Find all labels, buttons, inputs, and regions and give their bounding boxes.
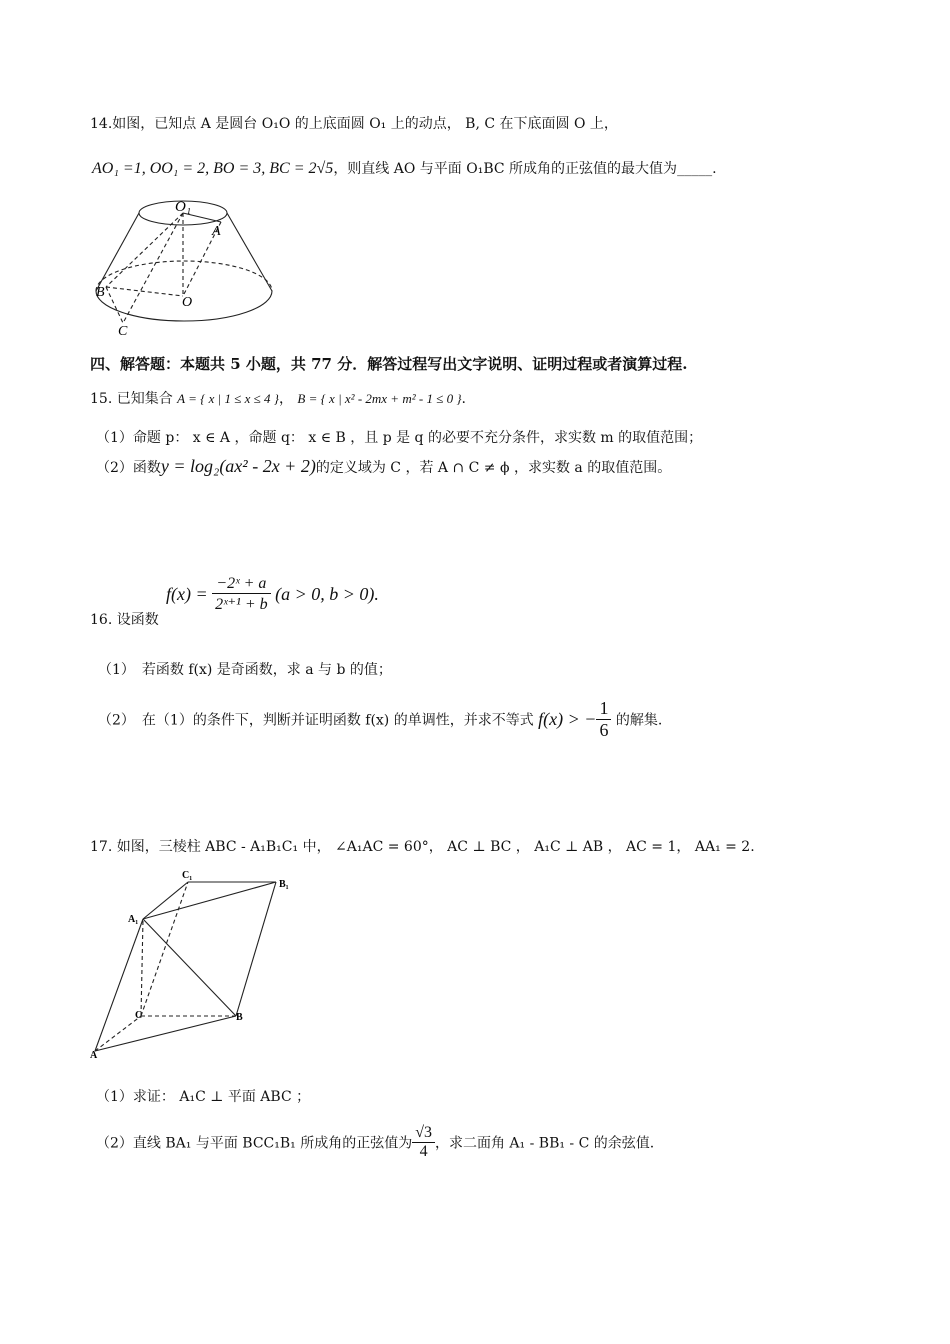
fig17-label-c1: C₁	[182, 870, 193, 881]
q14-line2	[92, 158, 717, 178]
q17-part1: （1）求证： A₁C ⊥ 平面 ABC ；	[96, 1089, 311, 1105]
bottom-circle-back	[96, 261, 272, 291]
q16-label: 16. 设函数	[90, 612, 159, 628]
fig17-label-a: A	[90, 1050, 98, 1061]
q14-question: ，则直线 AO 与平面 O₁BC 所成角的正弦值的最大值为	[333, 161, 678, 177]
q14-line1: 14.如图，已知点 A 是圆台 O₁O 的上底面圆 O₁ 上的动点， B, C 在下底面圆 O 上，	[90, 116, 618, 132]
q17-part2-rest: ，求二面角 A₁ - BB₁ - C 的余弦值.	[434, 1135, 655, 1152]
q16-ineq-fraction	[596, 698, 611, 741]
q16-fraction	[212, 575, 271, 614]
q16-function	[166, 575, 379, 614]
q16-condition: (a > 0, b > 0).	[275, 584, 379, 604]
fig17-label-c: C	[135, 1010, 143, 1021]
q15-function: y = log₂(ax² - 2x + 2)	[160, 456, 316, 476]
edge-a1-b	[143, 919, 236, 1016]
q17-line1: 17. 如图，三棱柱 ABC - A₁B₁C₁ 中， ∠A₁AC = 60°， AC ⊥ BC ， A₁C ⊥ AB ， AC = 1， AA₁ = 2.	[90, 839, 755, 855]
fig17-label-b: B	[236, 1012, 243, 1023]
q15-sep: ，	[278, 391, 293, 407]
q16-part2	[98, 698, 662, 741]
q15-part2-lead: （2）函数	[96, 460, 161, 476]
side-left	[96, 213, 139, 291]
prism-figure	[88, 866, 298, 1061]
fig17-label-a1: A₁	[128, 914, 139, 925]
fig17-label-b1: B₁	[279, 879, 289, 890]
q16-denominator: 2ˣ⁺¹ + b	[215, 596, 268, 613]
q17-part2-lead: （2）直线 BA₁ 与平面 BCC₁B₁ 所成角的正弦值为	[96, 1135, 413, 1152]
q16-f-lhs: f(x) =	[166, 584, 208, 604]
q14-given: AO₁ =1, OO₁ = 2, BO = 3, BC = 2√5	[92, 160, 334, 177]
q17-fraction	[412, 1124, 435, 1161]
q15-set-a: A = { x | 1 ≤ x ≤ 4 }	[177, 391, 279, 406]
edge-a-a1	[95, 919, 143, 1051]
q15-part1: （1）命题 p： x ∈ A ，命题 q： x ∈ B ，且 p 是 q 的必要不充分条件，求实数 m 的取值范围；	[96, 430, 703, 446]
q16-ineq-numerator: 1	[596, 698, 611, 720]
q16-inequality: f(x) > −	[538, 709, 597, 729]
q15-set-b: B = { x | x² - 2mx + m² - 1 ≤ 0 }	[297, 391, 462, 406]
q16-part1: （1） 若函数 f(x) 是奇函数，求 a 与 b 的值；	[98, 662, 392, 678]
edge-b-b1	[236, 882, 276, 1016]
q16-part2-rest: 的解集.	[615, 712, 663, 729]
q16-numerator: −2ˣ + a	[212, 575, 271, 594]
fig14-label-a: A	[212, 224, 221, 239]
side-right	[227, 213, 272, 291]
edge-a-b	[95, 1016, 236, 1051]
edge-a1-b1	[143, 882, 276, 919]
fig14-label-o1: O₁	[175, 199, 192, 215]
section4-heading: 四、解答题：本题共 5 小题，共 77 分．解答过程写出文字说明、证明过程或者演算过程.	[90, 355, 688, 373]
q15-intro: 15. 已知集合	[90, 391, 173, 407]
fig14-label-c: C	[118, 324, 128, 339]
q15-part2	[96, 456, 671, 477]
q15-line1	[90, 388, 466, 408]
q15-end: .	[461, 391, 466, 407]
q14-blank: _____.	[677, 161, 717, 177]
q17-fraction-denominator: 4	[419, 1143, 428, 1160]
q15-part2-rest: 的定义域为 C ，若 A ∩ C ≠ ϕ ，求实数 a 的取值范围。	[315, 460, 672, 476]
fig14-label-o: O	[182, 295, 193, 310]
q17-fraction-numerator: √3	[412, 1124, 435, 1143]
fig14-label-b: B	[96, 285, 105, 300]
q16-part2-lead: （2） 在（1）的条件下，判断并证明函数 f(x) 的单调性，并求不等式	[98, 712, 534, 729]
q16-ineq-denominator: 6	[599, 720, 609, 740]
frustum-figure	[88, 195, 283, 340]
q17-part2	[96, 1124, 654, 1161]
